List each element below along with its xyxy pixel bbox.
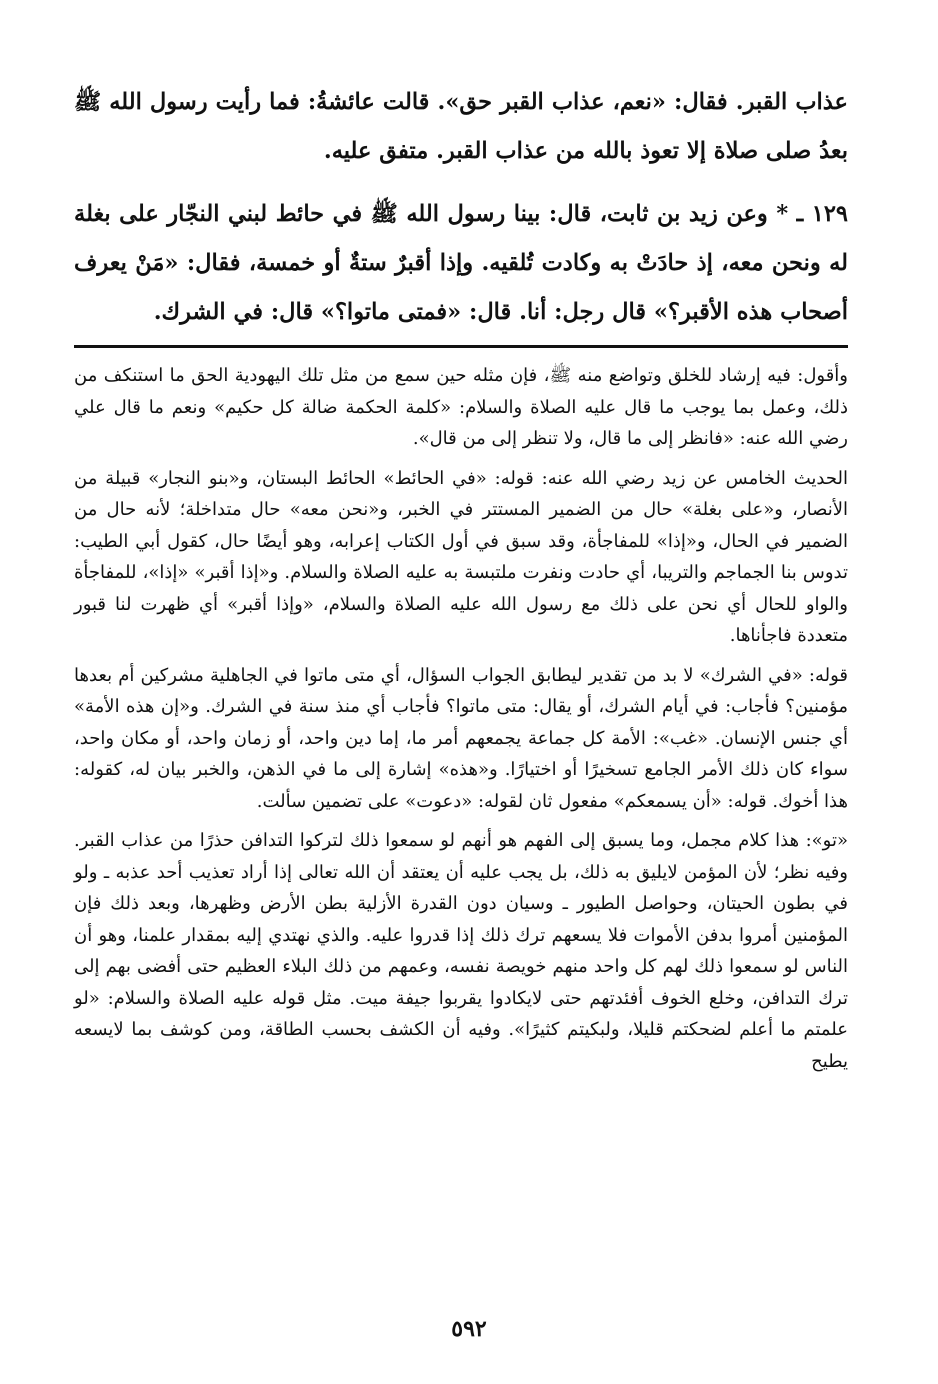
commentary-paragraph: الحديث الخامس عن زيد رضي الله عنه: قوله: «في الحائط» الحائط البستان، و«بنو النجار» قبيلة من الأنصار، و«على بغلة» حال من الضمير المستتر في الخبر، و«نحن معه» حال متداخلة؛ لأنه حال من الضمير في الحال، و«إذا» للمفاجأة، وقد سبق في أول الكتاب إعرابه، وهو أيضًا حال، كقول أبي الطيب: تدوس بنا الجماجم والتريبا، أي حادت ونفرت ملتبسة به عليه الصلاة والسلام. و«إذا أقبر» «إذا»، للمفاجأة والواو للحال أي نحن على ذلك مع رسول الله عليه الصلاة والسلام، «وإذا أقبر» أي ظهرت لنا قبور متعددة فاجأناها.: [74, 467, 848, 646]
separator-line: [74, 345, 848, 348]
commentary-paragraph: وأقول: فيه إرشاد للخلق وتواضع منه ﷺ، فإن مثله حين سمع من مثل تلك اليهودية الحق ما استنكف من ذلك، وعمل بما يوجب ما قال عليه الصلاة والسلام: «كلمة الحكمة ضالة كل حكيم» ونعم ما قال علي رضي الله عنه: «فانظر إلى ما قال، ولا تنظر إلى من قال».: [74, 365, 848, 449]
commentary-paragraph: «تو»: هذا كلام مجمل، وما يسبق إلى الفهم هو أنهم لو سمعوا ذلك لتركوا التدافن حذرًا من عذاب القبر. وفيه نظر؛ لأن المؤمن لايليق به ذلك، بل يجب عليه أن يعتقد أن الله تعالى إذا أراد تعذيب أحد عذبه ـ ولو في بطون الحيتان، وحواصل الطيور ـ وسيان دون القدرة الأزلية بطن الأرض وظهرها، وبعد ذلك فإن المؤمنين أمروا بدفن الأموات فلا يسعهم ترك ذلك إذا قدروا عليه. والذي نهتدي إليه بمقدار علمنا، وهو أن الناس لو سمعوا ذلك لهم كل واحد منهم خويصة نفسه، وعمهم من ذلك البلاء العظيم حتى أفضى بهم إلى ترك التدافن، وخلع الخوف أفئدتهم حتى لايكادوا يقربوا جيفة ميت. مثل قوله عليه الصلاة والسلام: «لو علمتم ما أعلم لضحكتم قليلا، ولبكيتم كثيرًا». وفيه أن الكشف بحسب الطاقة، ومن كوشف بما لايسعه يطيح: [74, 830, 848, 1072]
commentary-text: [74, 360, 848, 1085]
hadith-paragraph: ١٢٩ ـ * وعن زيد بن ثابت، قال: بينا رسول الله ﷺ في حائط لبني النجّار على بغلة له ونحن معه، إذ حادَتْ به وكادت تُلقيه. وإذا أقبرٌ ستةٌ أو خمسة، فقال: «مَنْ يعرف أصحاب هذه الأقبر؟» قال رجل: أنا. قال: «فمتى ماتوا؟» قال: في الشرك.: [74, 201, 848, 325]
hadith-paragraph: عذاب القبر. فقال: «نعم، عذاب القبر حق». قالت عائشةُ: فما رأيت رسول الله ﷺ بعدُ صلى صلاة إلا تعوذ بالله من عذاب القبر. متفق عليه.: [74, 89, 848, 164]
hadith-text: [74, 78, 848, 351]
page-number: ٥٩٢: [451, 1316, 487, 1342]
commentary-paragraph: قوله: «في الشرك» لا بد من تقدير ليطابق الجواب السؤال، أي متى ماتوا في الجاهلية مشركين أم بعدها مؤمنين؟ فأجاب: في أيام الشرك، أو يقال: متى ماتوا؟ فأجاب أي منذ سنة في الشرك. و«إن هذه الأمة» أي جنس الإنسان. «غب»: الأمة كل جماعة يجمعهم أمر ما، إما دين واحد، أو زمان واحد، أو مكان واحد، سواء كان ذلك الأمر الجامع تسخيرًا أو اختيارًا. و«هذه» إشارة إلى ما في الذهن، والخبر بيان له، كقوله: هذا أخوك. قوله: «أن يسمعكم» مفعول ثان لقوله: «دعوت» على تضمين سألت.: [74, 664, 848, 812]
